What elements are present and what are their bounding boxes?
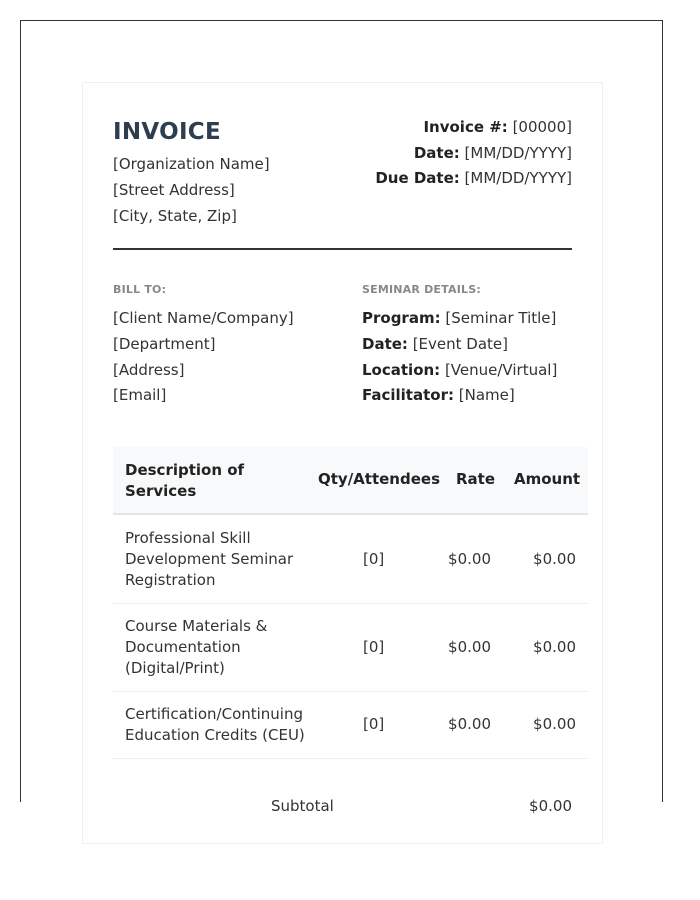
table-row xyxy=(113,515,588,604)
row-description: Certification/Continuing Education Credits (CEU) xyxy=(125,705,305,744)
table-row xyxy=(113,692,588,759)
due-date xyxy=(375,169,572,187)
subtotal-label: Subtotal xyxy=(271,797,334,815)
seminar-program-value: [Seminar Title] xyxy=(445,309,557,327)
invoice-date-value: [MM/DD/YYYY] xyxy=(464,144,572,162)
bill-to-heading: BILL TO: xyxy=(113,283,167,296)
seminar-facilitator xyxy=(362,386,515,404)
table-row xyxy=(113,604,588,692)
org-street: [Street Address] xyxy=(113,181,235,199)
row-qty: [0] xyxy=(363,550,385,568)
row-amount: $0.00 xyxy=(533,550,576,568)
invoice-sheet xyxy=(82,82,603,844)
header-qty: Qty/Attendees xyxy=(318,470,440,488)
row-rate: $0.00 xyxy=(448,715,491,733)
header-description: Description of Services xyxy=(125,461,245,500)
row-description: Professional Skill Development Seminar Registration xyxy=(125,529,294,589)
invoice-number-label: Invoice #: xyxy=(423,118,508,136)
bill-to-department: [Department] xyxy=(113,335,216,353)
due-date-value: [MM/DD/YYYY] xyxy=(464,169,572,187)
row-amount: $0.00 xyxy=(533,638,576,656)
row-rate: $0.00 xyxy=(448,638,491,656)
seminar-location-value: [Venue/Virtual] xyxy=(444,361,558,379)
invoice-title: INVOICE xyxy=(113,119,222,145)
row-qty: [0] xyxy=(363,715,385,733)
header-divider xyxy=(113,248,572,250)
org-city: [City, State, Zip] xyxy=(113,207,237,225)
bill-to-client: [Client Name/Company] xyxy=(113,309,294,327)
header-amount: Amount xyxy=(514,470,581,488)
invoice-date-label: Date: xyxy=(413,144,460,162)
seminar-date-value: [Event Date] xyxy=(412,335,508,353)
table-header xyxy=(113,447,588,515)
seminar-program xyxy=(362,309,556,327)
seminar-location xyxy=(362,361,557,379)
bill-to-email: [Email] xyxy=(113,386,167,404)
row-rate: $0.00 xyxy=(448,550,491,568)
row-qty: [0] xyxy=(363,638,385,656)
invoice-date xyxy=(414,144,572,162)
invoice-number-value: [00000] xyxy=(512,118,572,136)
bill-to-address: [Address] xyxy=(113,361,185,379)
seminar-program-label: Program: xyxy=(362,309,441,327)
header-rate: Rate xyxy=(456,470,496,488)
page-frame xyxy=(20,20,663,815)
seminar-facilitator-label: Facilitator: xyxy=(362,386,454,404)
subtotal-value: $0.00 xyxy=(529,797,572,815)
invoice-number xyxy=(423,118,572,136)
seminar-location-label: Location: xyxy=(362,361,441,379)
due-date-label: Due Date: xyxy=(375,169,460,187)
row-amount: $0.00 xyxy=(533,715,576,733)
seminar-heading: SEMINAR DETAILS: xyxy=(362,283,481,296)
seminar-facilitator-value: [Name] xyxy=(458,386,515,404)
seminar-date xyxy=(362,335,508,353)
seminar-date-label: Date: xyxy=(362,335,408,353)
org-name: [Organization Name] xyxy=(113,155,270,173)
row-description: Course Materials & Documentation (Digital/Print) xyxy=(125,617,268,677)
